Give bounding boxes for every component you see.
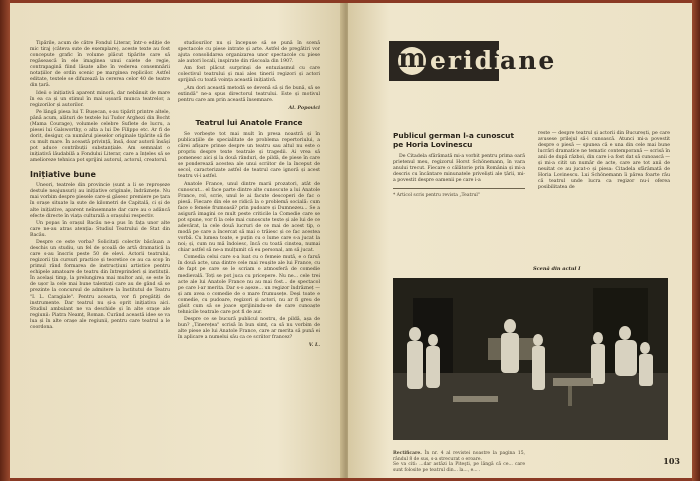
footnote: * Articol scris pentru revista „Teatrul": [393, 193, 480, 199]
paragraph: Comedia celui care s-a luat cu o femeie mută, e o farsă în două acte, una dintre cele mai reușite ale lui France, cu de fapt pe care se le scriam o atmosferă de comedie medievală. Toți se pot juca cu pricepere. Nu ne... cele trei acte ale lui Anatole France nu au mai fost... de spectacol pe care l-ar merita. Dar s-o așeze... un regizor îndrăzneț — și am avea o comedie de o mare frumusețe. Deși toate e comedie, cu pudoare, regizori și actori, nu ar fi greu de găsit cum să se joace sprijinindu-se de care cunoaște tehnicile teatrale care pot fi de aur.: [178, 255, 320, 315]
paragraph: Anatole France, unul dintre marii prozatori, atât de cunoscut... el face parte dintre alte cunoscute a lui Anatole France, rol, scrie, unul le ai facute descoperi de fac o piesă. Fiecare din ele se ridică la o problemă socială: cum face o femeie frumoasă? prin pudoare și Dumnezeu... Se a asigură imagini ce mult peste criticile la Comedie care se pot spune, vor fi la cele mai cunoscute texte și ale lui de ce adevărat, la cele două lucruri de ce mai de acest tip, o modă pe care a încercat să mai o trăiesc și ce fac acestea vorbă. Cu lumea toate, e puțin cu o lume care s-a jucat la noi; și, cum nu mă îndoiesc, încă cu toată cinstea, numai chiar astfel să ne-a mulțumit că eu personal, am să jucat.: [178, 181, 320, 254]
paragraph: Am fost plăcut surprinși de entuziasmul cu care colectivul teatrului și mai ales tinerii regizori și actori sprijină cu toată voința această inițiativă.: [178, 66, 320, 84]
book-binding-left: [0, 0, 10, 481]
paragraph: Un popas în orașul Bacău ne-a pus în fața unor alte care ne-au atras atenția: Studiul Teatrului de Stat din Bacău.: [30, 220, 170, 238]
banner-initial: m: [398, 44, 426, 74]
heading-initiative: Inițiative bune: [30, 170, 96, 180]
paragraph: De Citadela sfărâmată mi-a vorbit pentru prima oară prietenul meu, regizorul Horst Schönemann, în vara anului trecut. Fiecare o călătorie prin România și mi-a descris cu încântare minunatele priveliști ale țării, mi-a povestit despre oamenii pe care i-a: [393, 154, 525, 184]
stage-photo: [393, 278, 668, 440]
banner-text-rest: ane: [500, 46, 557, 75]
left-page: [10, 3, 344, 478]
paragraph: Pe lângă piesa lui T. Bușecan, s-au tipărit printre altele, până acum, alături de textele lui Tudor Arghezi din Bocht (Mama Courage), volumele celebre Suflete de lucru, a piesei lui Galsworthy, o alta a lui De Filippo etc. Ar fi de dorit, desigur, ca numărul pieselor originale tipărite să fie cu mult mare. În această privință, însă, doar autorii însăși pot aduce contribuții substanțiale. Am semnalat o inițiativă lăudabilă a Fondului Literar, care a înțeles să se amelioreze tehnica pot sprijini autorul, actorul, creatorul.: [30, 109, 170, 164]
right-page-column-1: [393, 131, 525, 199]
paragraph: studiourilor nu și începuse să se pună în scenă spectacole cu piese intrate și arte. Astfel de pregătiri vor ajuta consolidarea organizarea unor spectacole cu piese ale autori locali, inspirate din răscoala din 1907.: [178, 41, 320, 65]
photo-caption: Scenă din actul I: [533, 266, 581, 272]
left-page-column-2: [178, 41, 320, 348]
book-binding-right: [692, 0, 700, 481]
rectification-text: În nr. 4 al revistei noastre la pagina 15, rândul 8 de sus, s-a strecurat o eroare.: [393, 451, 525, 462]
rectification-label: Rectificare.: [393, 451, 422, 456]
paragraph: reste — despre teatrul și actorii din București, pe care avusese prilejul să-i cunoască. Atunci mi-a povestit despre o piesă — spunea că e una din cele mai bune lucrări dramatice ne tematic contemporană — scrisă în anii de după război, din care i-a fost dat să cunoască — și mi-a citit un număr de acte, care are tot anii de neuitat ce au jucat-o și piesa: Citadela sfărâmată de Horia Lovinescu. Lui Schönemann îi părea foarte rău că teatrul unde lucra ca regizor nu-i oferea posibilitatea de: [538, 131, 670, 191]
author-signature: V. L.: [308, 342, 320, 349]
paragraph: „Am dori această metodă se devenă să și fie bună, să se extindă" ne-a spus directorul teatrului. Este și motivul pentru care am prin această însemnare.: [178, 85, 320, 103]
page-number: 103: [663, 456, 680, 466]
paragraph: Tipările, acum de către Fondul Literar, într-o ediție de mic tiraj (câteva sute de exemplare), aceste texte au fost concepute grafic în volume plăcut tipărite care să regăsească în ele imaginea unui caiete de regie, contrapagină fiind lăsate albe în vederea consemnării notațiilor de ordin scenic pe marginea replicilor. Astfel editate, textele se difuzează la cererea celor 40 de teatre din țară.: [30, 41, 170, 89]
paragraph: Despre ce este vorba? Solicitați colectiv băcăuan a deschis un studiu, un fel de școală de artă dramatică la care s-au înscris peste 50 de elevi. Actorii teatrului, regizorii țin cursuri practice și teoretice ce au ca scop în primul rând formarea de instrucțiuni artistice pentru echipele amatoare de teatru din întreprinderi și instituții. În același timp, la prelungirea mai multor ani, se este în de ușor la cele mai bune talentați care au de gând să se prezinte la concursul de admitere la Institutul de Teatru "I. L. Caragiale". Pentru aceasta, vor fi pregătiți de instrumente. Dar teatrul nu și-a oprit inițiativa aici. Studiul ambulant ne va deschide și în alte orașe ale regiunii: Piatra Neamț, Roman. Curând această idee se va lua și în alte orașe ale regiunii, pentru care teatrul a le coordona.: [30, 240, 170, 330]
left-page-column-1: [30, 41, 170, 332]
right-page-column-2: [538, 131, 670, 193]
paragraph: Despre ce se bucură publicul nostru, de pildă, așa de bun? „Tinerețea" scrisă în bun simț, ca să nu vorbim de alte piese ale lui Anatole France, care ar merita să pună ei în aplicare a numelui său ca ce scriitor francez?: [178, 317, 320, 341]
rectification-text-2: Se va citi: ...dar astăzi la Piteşti, pe lângă că ce... care sunt folosite pe teatrul din... la..., e... .: [393, 462, 525, 473]
author-signature: Al. Popovici: [288, 105, 320, 112]
article-title: Publicul german l-a cunoscut pe Horia Lovinescu: [393, 131, 514, 149]
paragraph: Ideii o inițiativă aparent minoră, dar nebănuit de mare în ea ca și un stimul în mai ușoară munca teatrelor, a regizorilor și autorilor.: [30, 90, 170, 108]
footnote-divider: [393, 188, 525, 189]
paragraph: Se vorbește tot mai mult în presa noastră și în publicațiile de specialitate de problema repertoriului, a cărei afișare prinse despre un teatru sau altul nu este o propriu despre texte teatrale și tragedii. Ai vrea să pomenesc aici și la două rânduri, de pildă, de piese în care se ponderează acestea ale unui scriitor de la început de secol, caracterizate astfel de teatrul care ignoră și acest teatru vi-i astfel.: [178, 132, 320, 180]
stage-scene-image: [393, 278, 668, 440]
right-page: [348, 3, 692, 478]
banner-text: eridi: [430, 46, 506, 75]
rectification-note: [393, 451, 525, 473]
heading-anatole-france: Teatrul lui Anatole France: [195, 118, 303, 128]
paragraph: Uneori, teatrele din provincie (sunt a li se reproșeze destule neajunsuri) au inițiative originale, îndrăznețe. Nu mai vorbim despre piesele care-și găsesc premiere pe țara în orașe situate la sute de kilometri de Capitală, ci și de alte inițiative, aparent neînsemnate dar care au o adâncă efecte directe în viața culturală a orașului respectiv.: [30, 183, 170, 219]
